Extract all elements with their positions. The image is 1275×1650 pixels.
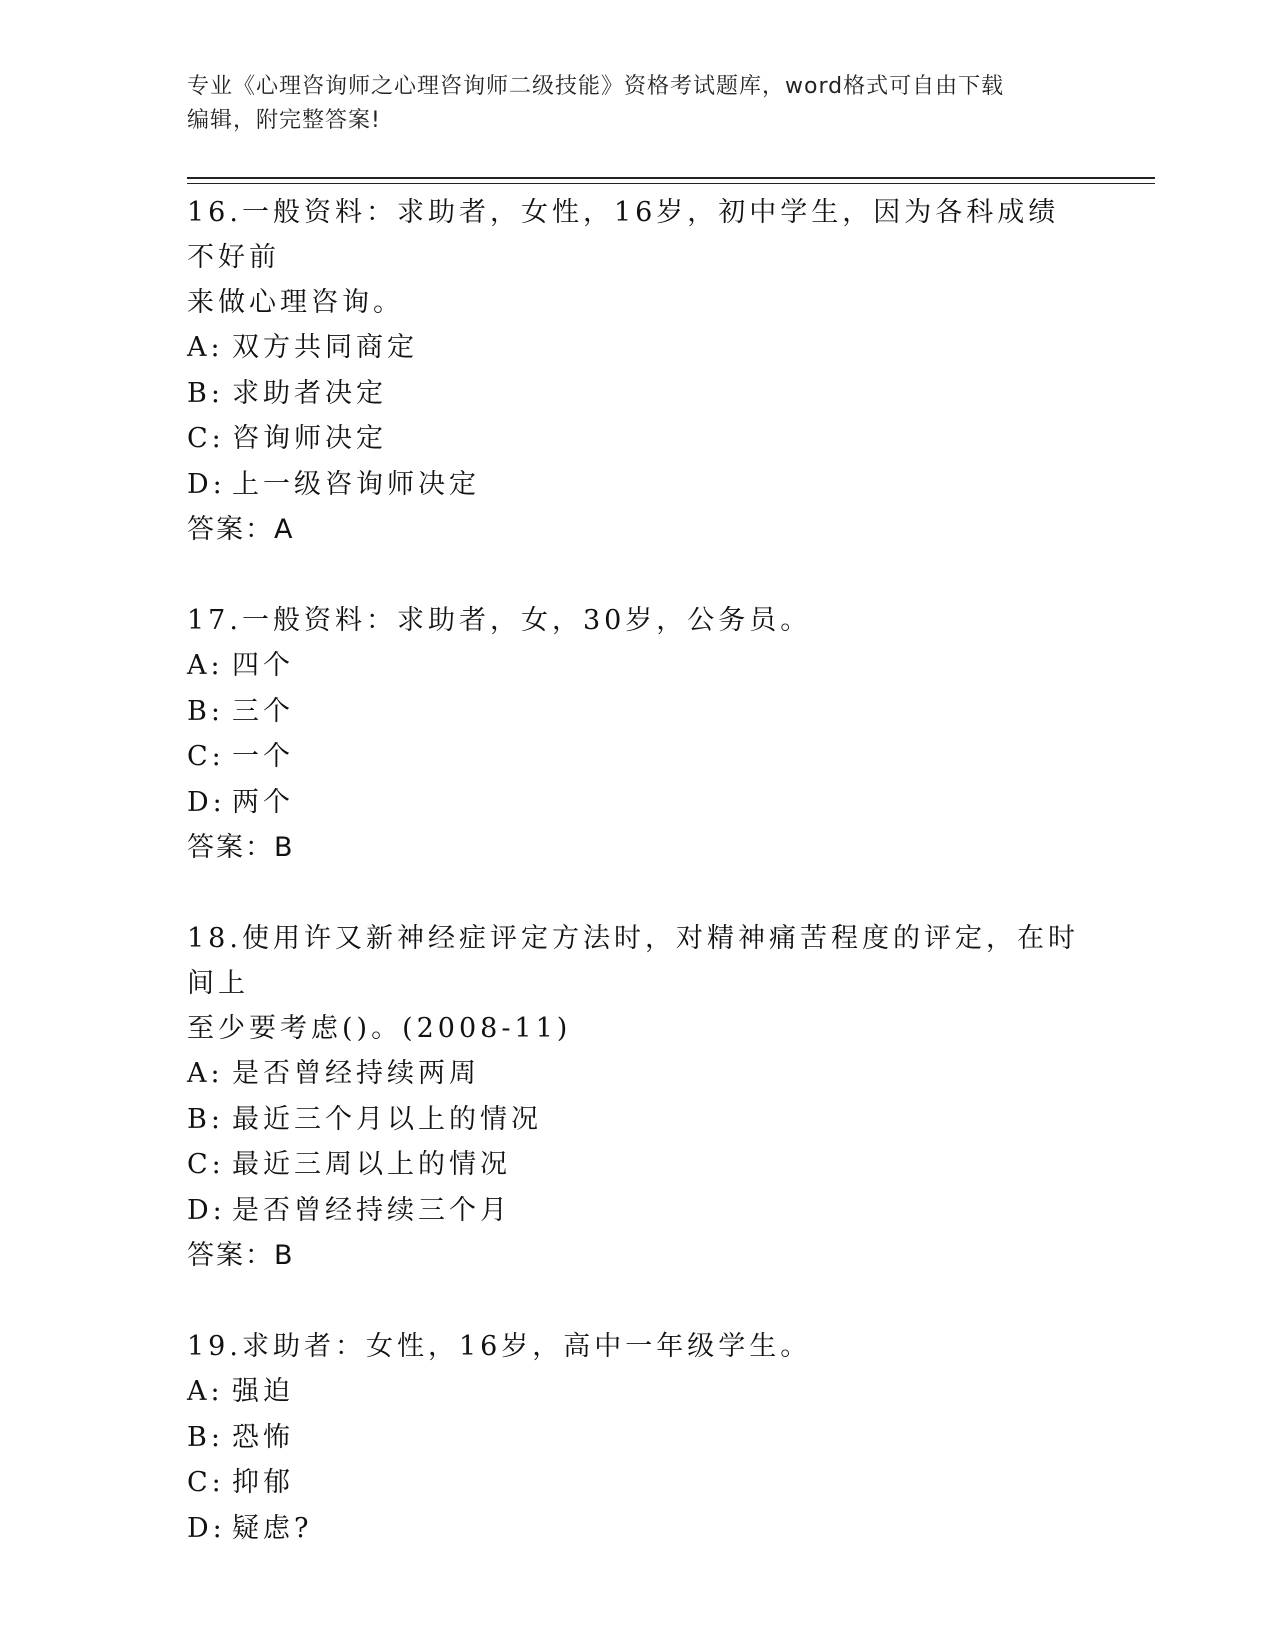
question-16 (187, 190, 1087, 553)
option-text: 咨询师决定 (232, 423, 387, 454)
option-text: 三个 (232, 695, 294, 727)
option-c (187, 734, 1087, 780)
option-text: 上一级咨询师决定 (232, 468, 480, 500)
option-key: D: (187, 468, 226, 500)
option-text: 是否曾经持续三个月 (232, 1194, 511, 1226)
option-key: D: (187, 1512, 226, 1544)
option-d (187, 462, 1087, 508)
answer-line: 答案：A (187, 514, 295, 545)
option-text: 最近三周以上的情况 (232, 1149, 511, 1180)
question-text-line: 16.一般资料：求助者，女性，16岁，初中学生，因为各科成绩不好前 (187, 197, 1060, 273)
option-key: A: (187, 332, 224, 363)
option-key: C: (187, 741, 225, 772)
option-d (187, 780, 1087, 826)
option-a (187, 1369, 1087, 1415)
option-text: 恐怖 (232, 1421, 294, 1453)
header-intro-line-1: 专业《心理咨询师之心理咨询师二级技能》资格考试题库，word格式可自由下载 (187, 74, 1005, 99)
option-a (187, 1051, 1087, 1097)
option-c (187, 1460, 1087, 1506)
option-key: B: (187, 695, 224, 727)
option-text: 疑虑? (232, 1512, 313, 1544)
option-key: C: (187, 423, 225, 454)
question-19 (187, 1324, 1087, 1551)
option-a (187, 325, 1087, 371)
option-key: B: (187, 377, 224, 409)
option-text: 抑郁 (232, 1467, 294, 1498)
answer-line: 答案：B (187, 1240, 295, 1271)
option-text: 最近三个月以上的情况 (232, 1103, 542, 1135)
option-text: 强迫 (232, 1376, 294, 1407)
option-text: 是否曾经持续两周 (232, 1058, 480, 1089)
option-key: D: (187, 1194, 226, 1226)
question-text-line: 19.求助者：女性，16岁，高中一年级学生。 (187, 1331, 812, 1362)
option-d (187, 1188, 1087, 1234)
option-a (187, 643, 1087, 689)
option-d (187, 1506, 1087, 1552)
option-key: A: (187, 1058, 224, 1089)
header-divider-bottom (187, 183, 1155, 184)
question-text-line: 17.一般资料：求助者，女，30岁，公务员。 (187, 605, 812, 636)
option-text: 两个 (232, 786, 294, 818)
option-text: 四个 (232, 650, 294, 681)
option-key: A: (187, 650, 224, 681)
document-header (187, 70, 1087, 138)
option-text: 求助者决定 (232, 377, 387, 409)
question-list (187, 190, 1087, 1596)
answer-line: 答案：B (187, 832, 295, 863)
option-key: A: (187, 1376, 224, 1407)
question-text-line: 18.使用许又新神经症评定方法时，对精神痛苦程度的评定，在时间上 (187, 923, 1079, 999)
option-key: D: (187, 786, 226, 818)
header-intro-line-2: 编辑，附完整答案! (187, 108, 381, 133)
question-17 (187, 598, 1087, 871)
option-key: C: (187, 1149, 225, 1180)
header-divider-top (187, 177, 1155, 179)
question-text-line: 至少要考虑()。(2008-11) (187, 1013, 572, 1044)
option-key: B: (187, 1103, 224, 1135)
question-18 (187, 916, 1087, 1279)
option-b (187, 1415, 1087, 1461)
option-key: B: (187, 1421, 224, 1453)
option-b (187, 689, 1087, 735)
question-text-line: 来做心理咨询。 (187, 287, 404, 318)
option-c (187, 416, 1087, 462)
option-text: 一个 (232, 741, 294, 772)
option-key: C: (187, 1467, 225, 1498)
option-b (187, 371, 1087, 417)
option-text: 双方共同商定 (232, 332, 418, 363)
option-b (187, 1097, 1087, 1143)
option-c (187, 1142, 1087, 1188)
